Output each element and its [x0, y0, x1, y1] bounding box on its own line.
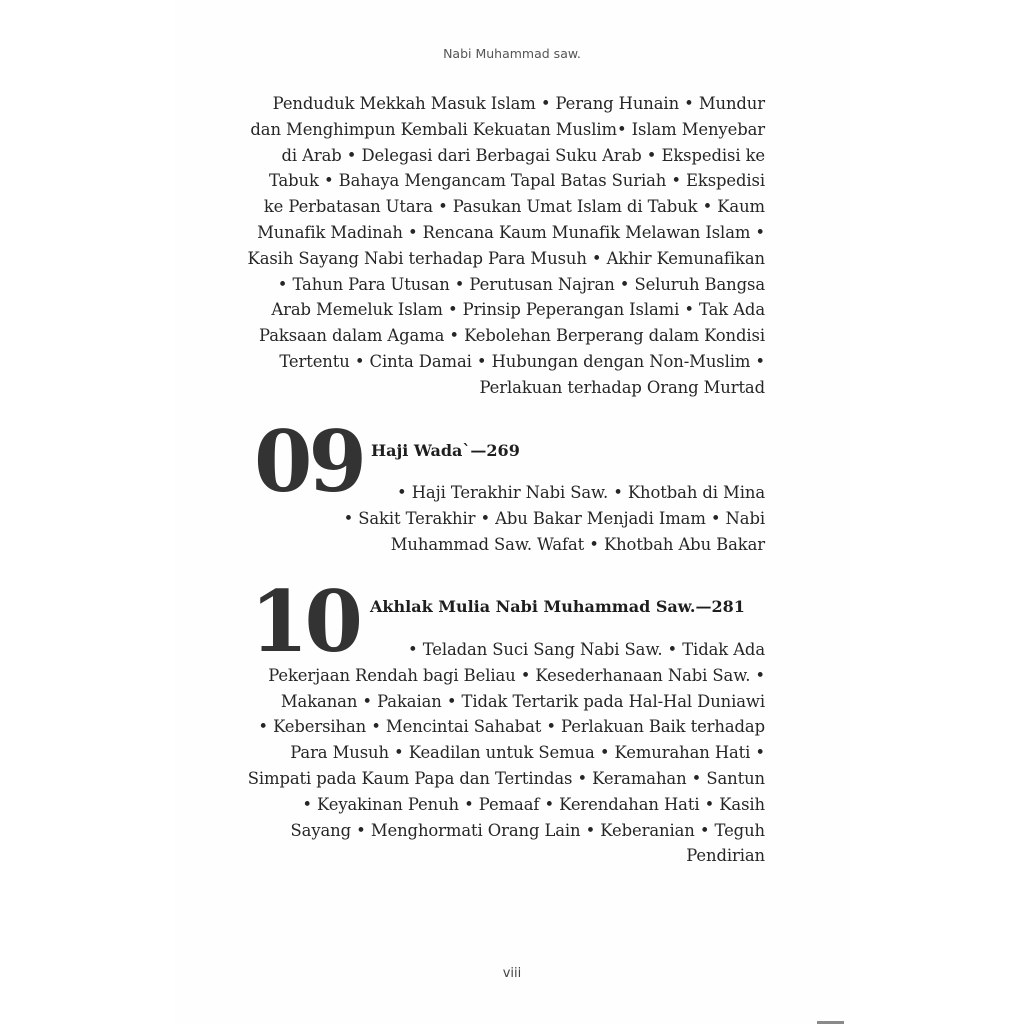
text-line: Pekerjaan Rendah bagi Beliau • Kesederhanaan Nabi Saw. •	[268, 665, 765, 685]
page-number: viii	[502, 966, 522, 981]
text-line: Sayang • Menghormati Orang Lain • Keberanian • Teguh	[290, 820, 765, 840]
text-line: • Sakit Terakhir • Abu Bakar Menjadi Imam • Nabi	[343, 508, 765, 528]
text-line: Munafik Madinah • Rencana Kaum Munafik Melawan Islam •	[257, 222, 765, 242]
chapter-10-topics	[248, 637, 765, 869]
chapter-title-10: Akhlak Mulia Nabi Muhammad Saw.—281	[370, 597, 745, 616]
running-header: Nabi Muhammad saw.	[443, 46, 581, 61]
text-line: Para Musuh • Keadilan untuk Semua • Kemurahan Hati •	[290, 743, 765, 763]
text-line: Makanan • Pakaian • Tidak Tertarik pada Hal-Hal Duniawi	[280, 691, 765, 711]
chapter-number-10: 10	[250, 572, 359, 671]
text-line: Penduduk Mekkah Masuk Islam • Perang Hunain • Mundur	[272, 94, 765, 113]
text-line: Tertentu • Cinta Damai • Hubungan dengan Non-Muslim •	[279, 351, 765, 371]
text-line: • Tahun Para Utusan • Perutusan Najran • Seluruh Bangsa	[277, 274, 765, 294]
chapter-title-09: Haji Wada`—269	[371, 441, 520, 460]
text-line: Kasih Sayang Nabi terhadap Para Musuh • Akhir Kemunafikan	[247, 248, 765, 268]
text-line: Simpati pada Kaum Papa dan Tertindas • Keramahan • Santun	[247, 768, 765, 788]
text-line: • Haji Terakhir Nabi Saw. • Khotbah di Mina	[397, 483, 765, 502]
text-line: dan Menghimpun Kembali Kekuatan Muslim• Islam Menyebar	[250, 119, 765, 139]
text-line: Paksaan dalam Agama • Kebolehan Berperang dalam Kondisi	[259, 326, 765, 346]
text-line: ke Perbatasan Utara • Pasukan Umat Islam di Tabuk • Kaum	[263, 197, 765, 217]
chapter-number-09: 09	[254, 412, 363, 511]
text-line: • Keyakinan Penuh • Pemaaf • Kerendahan Hati • Kasih	[302, 794, 765, 814]
text-line: • Kebersihan • Mencintai Sahabat • Perlakuan Baik terhadap	[258, 717, 765, 737]
chapter-8-topics	[248, 91, 765, 401]
text-line: Pendirian	[686, 846, 765, 866]
chapter-9-topics	[344, 480, 765, 557]
text-line: Tabuk • Bahaya Mengancam Tapal Batas Suriah • Ekspedisi	[268, 171, 765, 191]
text-line: • Teladan Suci Sang Nabi Saw. • Tidak Ada	[408, 640, 765, 659]
text-line: Perlakuan terhadap Orang Murtad	[479, 377, 765, 397]
text-line: di Arab • Delegasi dari Berbagai Suku Arab • Ekspedisi ke	[281, 145, 765, 165]
text-line: Muhammad Saw. Wafat • Khotbah Abu Bakar	[390, 534, 765, 554]
text-line: Arab Memeluk Islam • Prinsip Peperangan Islami • Tak Ada	[271, 300, 765, 320]
